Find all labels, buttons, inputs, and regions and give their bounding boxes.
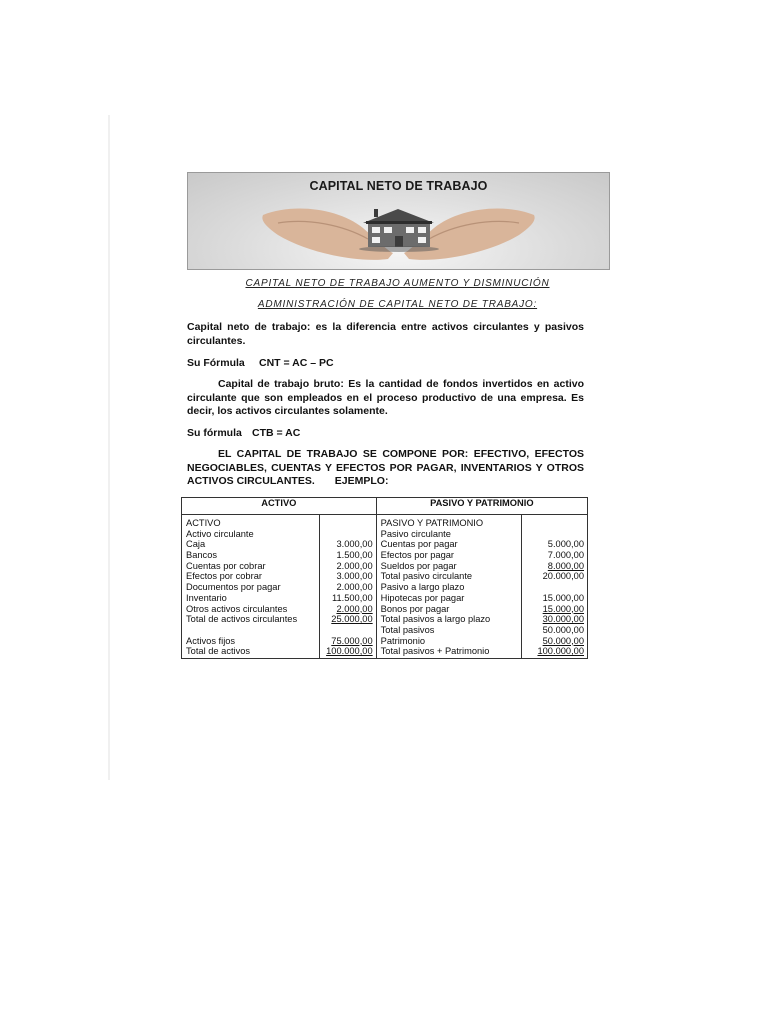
activo-row-label: Caja	[186, 539, 206, 550]
pasivo-row-value: 8.000,00	[547, 560, 584, 571]
pasivo-row-label: Efectos por pagar	[380, 550, 455, 561]
pasivo-row-value	[526, 582, 584, 593]
activo-row-label: Total de activos circulantes	[186, 614, 298, 625]
right-values-column	[522, 515, 587, 658]
activo-row-value: 75.000,00	[331, 635, 373, 646]
activo-row-value: 2.000,00	[336, 560, 373, 571]
left-labels-column	[182, 515, 319, 658]
activo-row-value	[324, 625, 373, 636]
subtitle-administracion: ADMINISTRACIÓN DE CAPITAL NETO DE TRABAJO:	[257, 299, 538, 310]
activo-row-value: 1.500,00	[336, 550, 373, 561]
activo-row-value: 100.000,00	[326, 646, 373, 657]
pasivo-row-value: 30.000,00	[542, 614, 584, 625]
pasivo-row-value: 5.000,00	[547, 539, 584, 550]
activo-row-label: Activos fijos	[186, 635, 236, 646]
pasivo-row-value: 15.000,00	[542, 603, 584, 614]
pasivo-row-label: Bonos por pagar	[380, 603, 450, 614]
activo-row-value	[324, 518, 373, 529]
banner-title: CAPITAL NETO DE TRABAJO	[309, 179, 488, 193]
formula1-label: Su Fórmula	[187, 357, 245, 369]
pasivo-row-label: Patrimonio	[380, 635, 426, 646]
pasivo-row-value	[526, 529, 584, 540]
activo-row-label: Bancos	[186, 550, 218, 561]
pasivo-row-label: Total pasivo circulante	[380, 571, 473, 582]
subtitle-aumento: CAPITAL NETO DE TRABAJO AUMENTO Y DISMINUCIÓN	[245, 278, 550, 289]
pasivo-row-label: Hipotecas por pagar	[380, 592, 465, 603]
composition-paragraph	[187, 448, 584, 489]
pasivo-row-value	[526, 518, 584, 529]
pasivo-row-value: 15.000,00	[542, 592, 584, 603]
pasivo-row-label: Pasivo a largo plazo	[380, 582, 465, 593]
pasivo-row-label: Total pasivos + Patrimonio	[380, 646, 490, 657]
pasivo-row-label: Total pasivos	[380, 624, 435, 635]
activo-row-label: Efectos por cobrar	[186, 571, 262, 582]
example-label: EJEMPLO:	[334, 475, 389, 487]
balance-table	[181, 497, 588, 659]
activo-row-label: Cuentas por cobrar	[186, 560, 266, 571]
composition-text: EL CAPITAL DE TRABAJO SE COMPONE POR: EFECTIVO, EFECTOS NEGOCIABLES, CUENTAS Y EFECTOS POR PAGAR, INVENTARIOS Y OTROS ACTIVOS CIRCULANTES.	[187, 448, 584, 487]
activo-row-value: 3.000,00	[336, 539, 373, 550]
formula2-label: Su fórmula	[187, 427, 242, 439]
activo-row-value: 2.000,00	[336, 582, 373, 593]
pasivo-row-value: 7.000,00	[547, 550, 584, 561]
activo-row-value: 11.500,00	[331, 592, 373, 603]
pasivo-row-value: 50.000,00	[542, 635, 584, 646]
pasivo-row-value: 20.000,00	[542, 571, 584, 582]
activo-row-label: Activo circulante	[186, 528, 254, 539]
pasivo-row-label: Cuentas por pagar	[380, 539, 458, 550]
activo-row-label: ACTIVO	[186, 518, 221, 528]
pasivo-row-label: PASIVO Y PATRIMONIO	[380, 518, 484, 528]
activo-row-value: 3.000,00	[336, 571, 373, 582]
activo-row-label: Total de activos	[186, 646, 251, 657]
banner-image	[187, 172, 610, 270]
left-values-column	[320, 515, 376, 658]
pasivo-row-label: Sueldos por pagar	[380, 560, 457, 571]
activo-row-label: Inventario	[186, 592, 227, 603]
definition-paragraph: Capital neto de trabajo: es la diferencia entre activos circulantes y pasivos circulantes.	[187, 321, 584, 347]
formula2-value: CTB = AC	[252, 427, 301, 439]
activo-row-label: Documentos por pagar	[186, 582, 281, 593]
pasivo-row-value: 100.000,00	[537, 646, 584, 657]
activo-row-value: 25.000,00	[331, 614, 373, 625]
header-pasivo-patrimonio: PASIVO Y PATRIMONIO	[376, 498, 587, 515]
formula1-value: CNT = AC – PC	[259, 357, 334, 369]
activo-row-label: Otros activos circulantes	[186, 603, 288, 614]
pasivo-row-label: Pasivo circulante	[380, 528, 451, 539]
activo-row-value	[324, 529, 373, 540]
header-activo: ACTIVO	[182, 498, 377, 515]
pasivo-row-label: Total pasivos a largo plazo	[380, 614, 491, 625]
page-edge	[108, 115, 110, 780]
activo-row-value: 2.000,00	[336, 603, 373, 614]
pasivo-row-value: 50.000,00	[542, 624, 584, 635]
gross-definition-paragraph: Capital de trabajo bruto: Es la cantidad de fondos invertidos en activo circulante que son empleados en el proceso productivo de una empresa. Es decir, los activos circulantes solamente.	[187, 378, 584, 417]
right-labels-column	[377, 515, 522, 658]
activo-row-label	[186, 625, 316, 636]
